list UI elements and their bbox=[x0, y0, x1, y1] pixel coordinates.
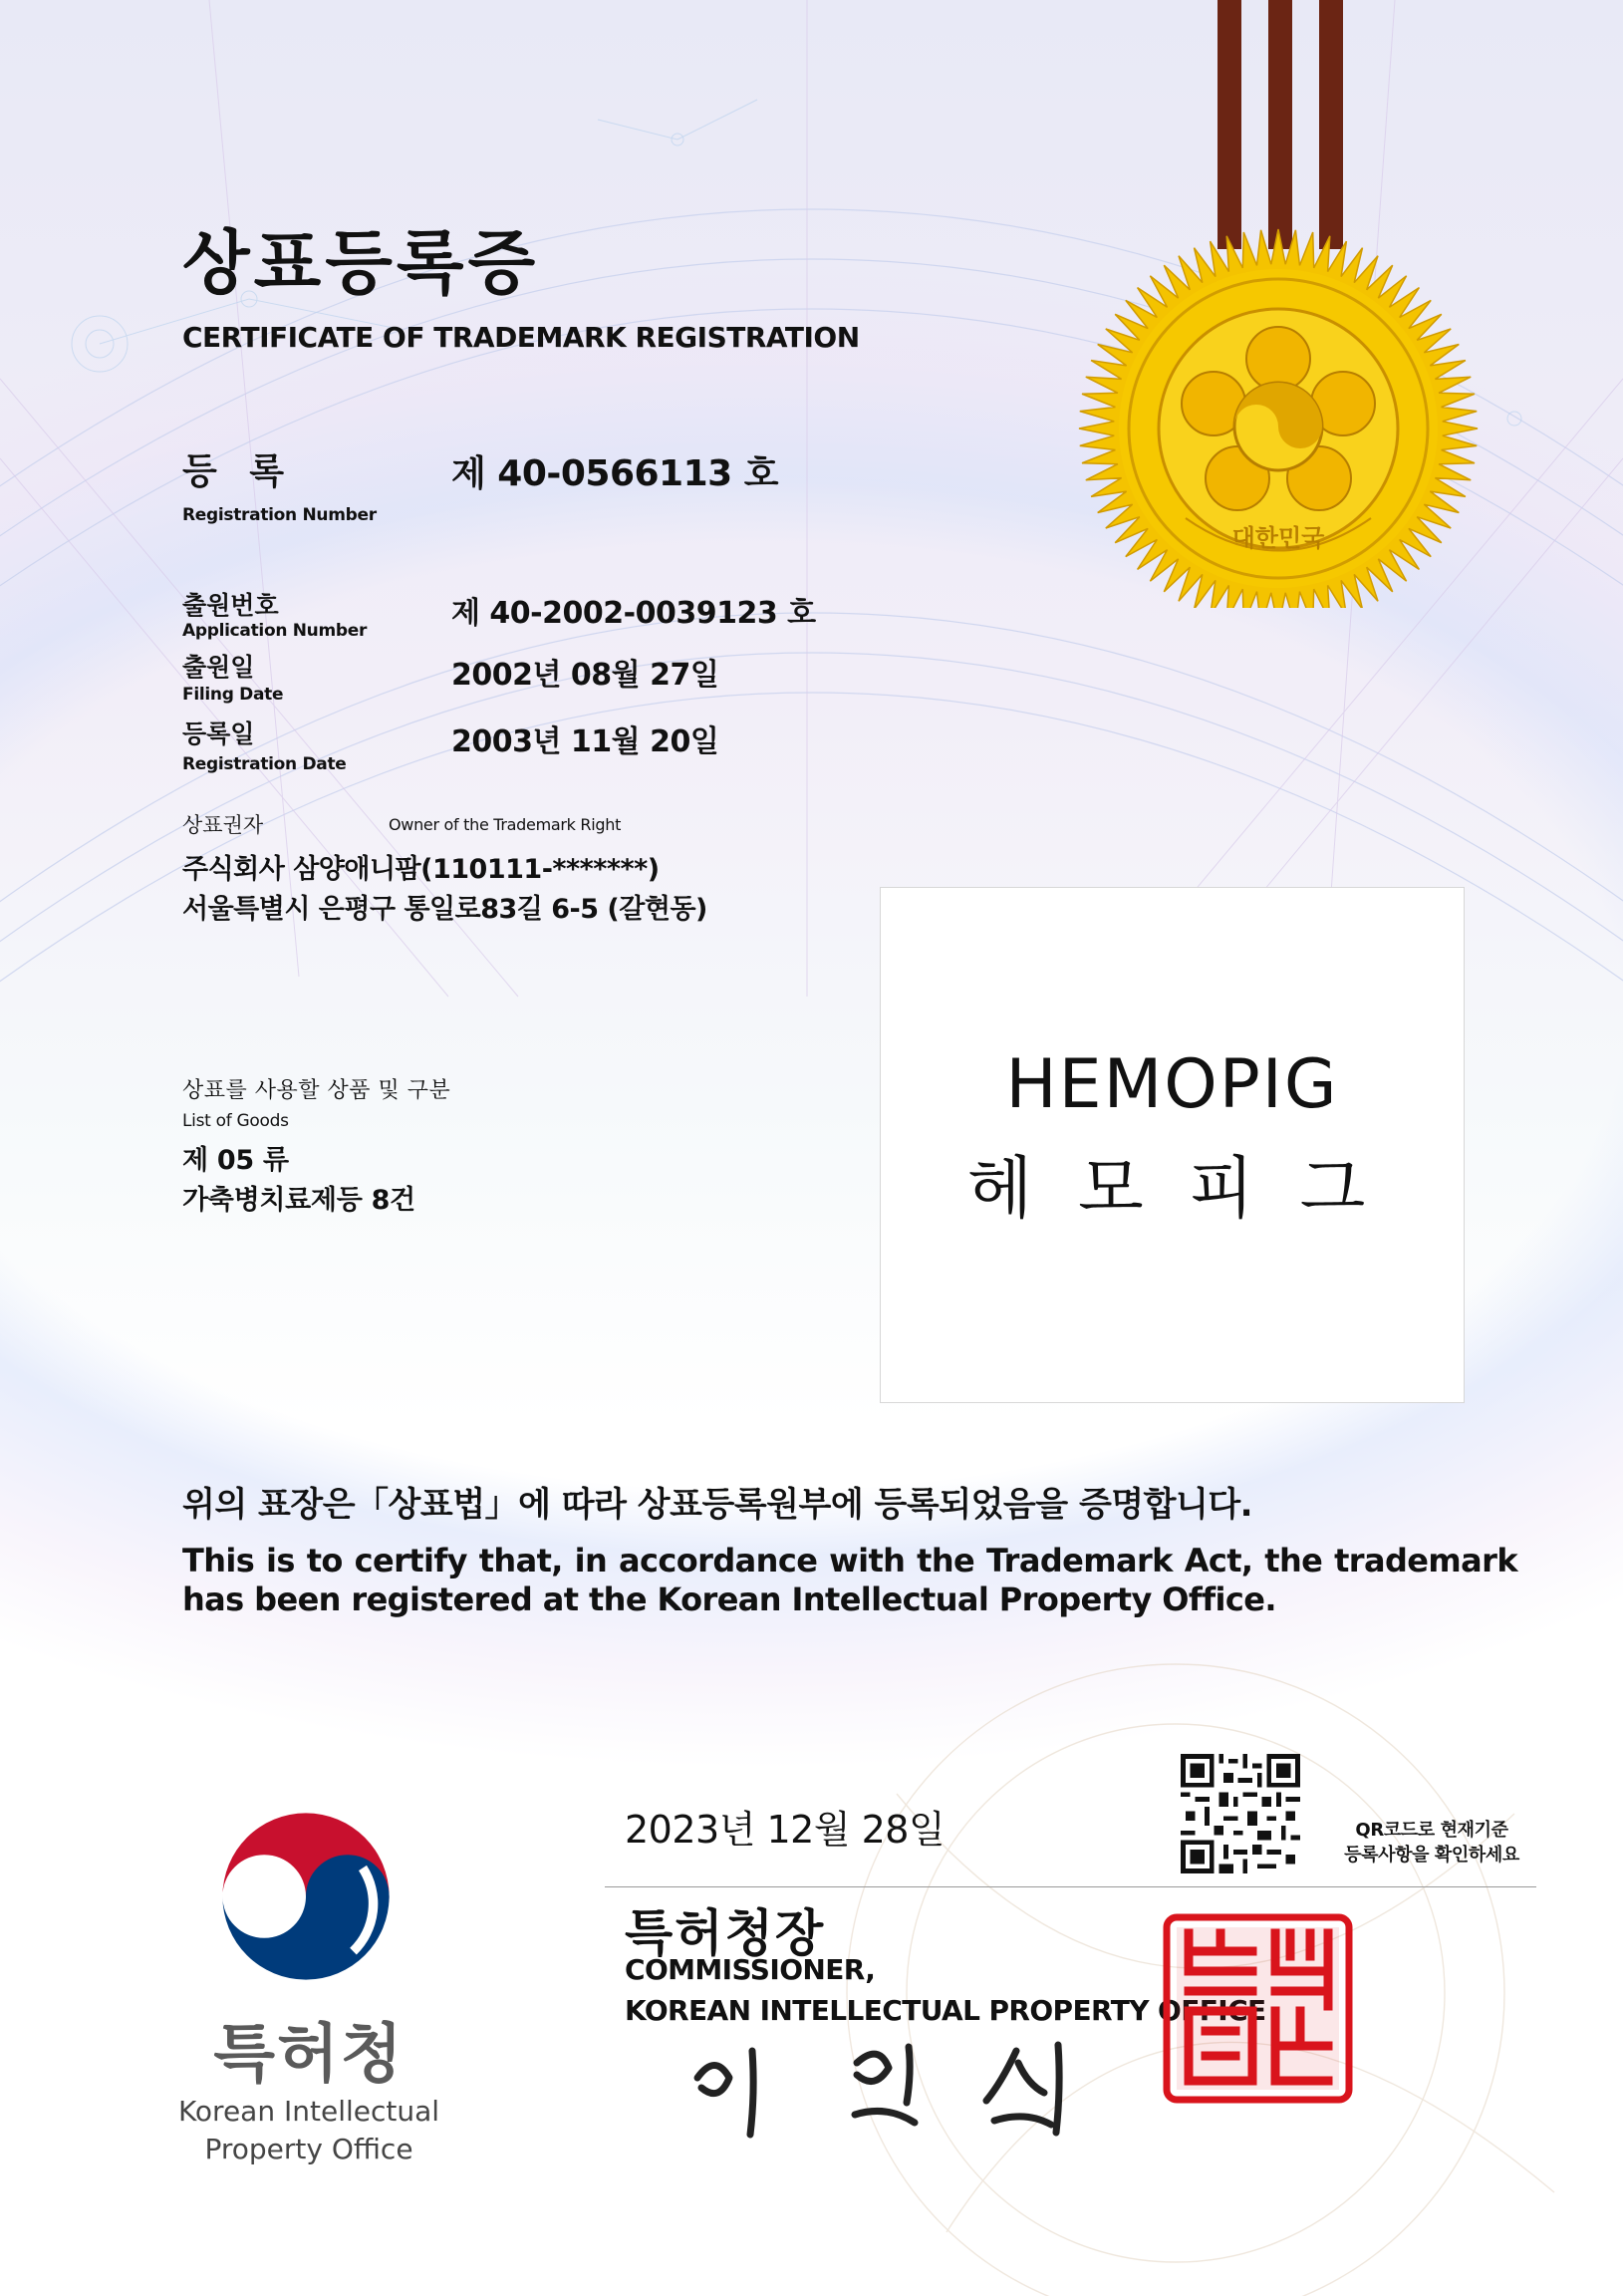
kipo-logo-name-korean: 특허청 bbox=[213, 2018, 405, 2092]
certification-statement-english: This is to certify that, in accordance with the Trademark Act, the trademark has been registered at the Korean Intellectual Property Office. bbox=[182, 1542, 1517, 1618]
trademark-text-english: HEMOPIG bbox=[1005, 1045, 1339, 1124]
issue-date: 2023년 12월 28일 bbox=[625, 1808, 946, 1852]
kipo-taegeuk-logo-icon bbox=[211, 1802, 401, 1991]
trademark-image-box bbox=[880, 887, 1465, 1403]
owner-address: 서울특별시 은평구 통일로83길 6-5 (갈현동) bbox=[182, 894, 707, 925]
application-number-label: 출원번호 bbox=[182, 591, 279, 620]
commissioner-title-korean: 특허청장 bbox=[625, 1904, 826, 1962]
gold-medal-emblem bbox=[1076, 0, 1485, 608]
owner-name: 주식회사 삼양애니팜(110111-*******) bbox=[182, 854, 660, 885]
owner-label-english: Owner of the Trademark Right bbox=[389, 815, 622, 834]
filing-date-value: 2002년 08월 27일 bbox=[451, 658, 719, 693]
application-number-label-english: Application Number bbox=[182, 621, 368, 641]
medal-emblem-text: 대한민국 bbox=[1231, 524, 1325, 552]
registration-number-label-english: Registration Number bbox=[182, 505, 377, 525]
owner-label: 상표권자 bbox=[182, 813, 264, 837]
registration-date-value: 2003년 11월 20일 bbox=[451, 724, 719, 759]
qr-caption-line-1: QR코드로 현재기준 bbox=[1355, 1820, 1508, 1841]
kipo-logo-name-english-line-2: Property Office bbox=[204, 2133, 413, 2165]
application-number-value: 제 40-2002-0039123 호 bbox=[451, 596, 816, 631]
commissioner-title-english-line-1: COMMISSIONER, bbox=[625, 1953, 876, 1986]
registration-number-label: 등 록 bbox=[182, 451, 295, 492]
trademark-text-korean: 헤 모 피 그 bbox=[966, 1150, 1378, 1229]
commissioner-signature bbox=[658, 2033, 1116, 2143]
certification-statement-korean: 위의 표장은「상표법」에 따라 상표등록원부에 등록되었음을 증명합니다. bbox=[182, 1485, 1253, 1525]
signature-divider bbox=[605, 1886, 1536, 1887]
verification-qr-code[interactable] bbox=[1181, 1754, 1300, 1873]
filing-date-label-english: Filing Date bbox=[182, 685, 284, 705]
qr-caption-line-2: 등록사항을 확인하세요 bbox=[1344, 1845, 1519, 1866]
goods-label: 상표를 사용할 상품 및 구분 bbox=[182, 1078, 451, 1103]
official-red-seal bbox=[1161, 1911, 1355, 2106]
goods-items: 가축병치료제등 8건 bbox=[182, 1185, 415, 1216]
kipo-logo-name-english-line-1: Korean Intellectual bbox=[177, 2095, 440, 2128]
registration-number-value: 제 40-0566113 호 bbox=[451, 453, 778, 494]
certificate-title-english: CERTIFICATE OF TRADEMARK REGISTRATION bbox=[182, 321, 860, 354]
certificate-title: 상표등록증 bbox=[182, 222, 540, 304]
filing-date-label: 출원일 bbox=[182, 653, 255, 682]
registration-date-label-english: Registration Date bbox=[182, 754, 347, 774]
commissioner-title-english-line-2: KOREAN INTELLECTUAL PROPERTY OFFICE bbox=[625, 1994, 1266, 2027]
goods-label-english: List of Goods bbox=[182, 1111, 289, 1131]
registration-date-label: 등록일 bbox=[182, 719, 255, 748]
goods-class: 제 05 류 bbox=[182, 1145, 289, 1176]
